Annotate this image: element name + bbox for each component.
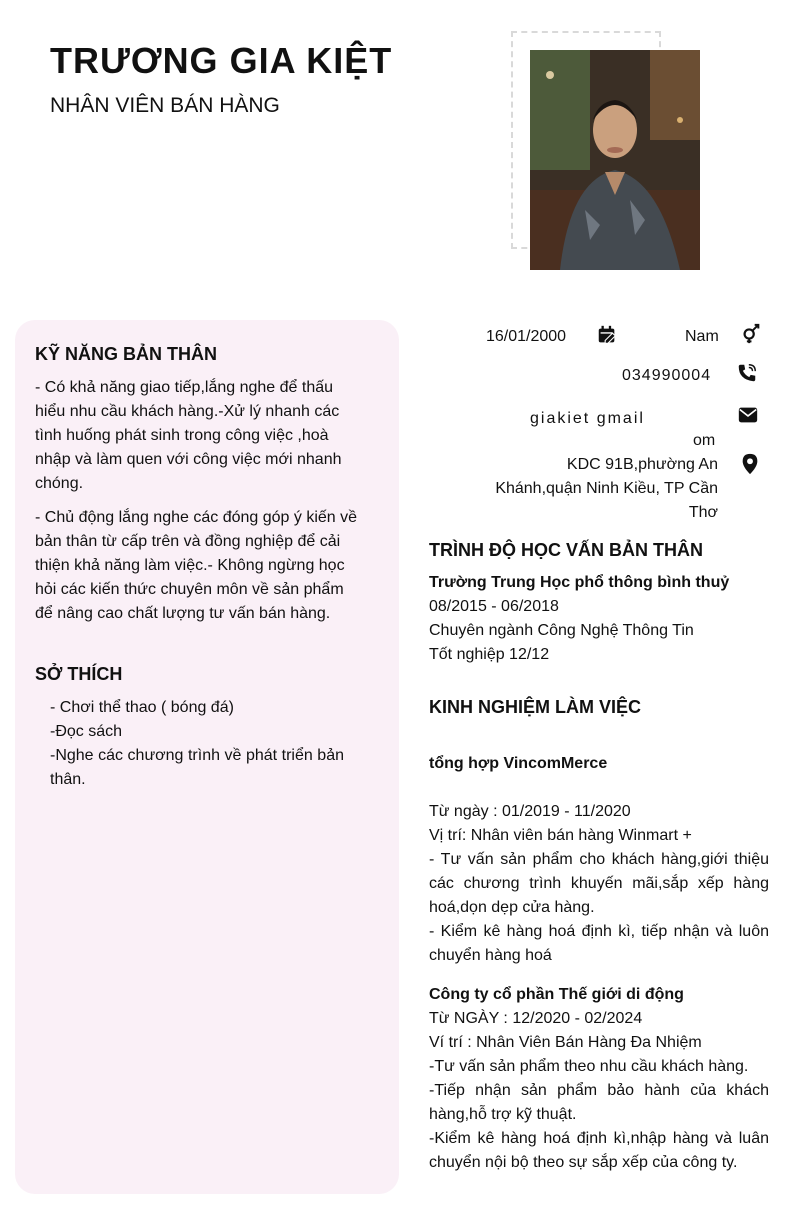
- phone-number: 034990004: [622, 367, 712, 384]
- map-pin-icon: [739, 453, 761, 475]
- address: KDC 91B,phường An Khánh,quận Ninh Kiều, TP Cần Thơ: [495, 456, 718, 521]
- education-major: Chuyên ngành Công Nghệ Thông Tin: [429, 622, 694, 639]
- list-item: -Đọc sách: [50, 723, 123, 740]
- skills-paragraph-2: - Chủ động lắng nghe các đóng góp ý kiến về bản thân từ cấp trên và đồng nghiệp để cải thiện khả năng làm việc.- Không ngừng học hỏi các kiến thức chuyên môn về sản phẩm để nâng cao chất lượng tư vấn bán hàng.: [35, 509, 358, 622]
- hobbies-list: [50, 696, 344, 792]
- phone-icon: [736, 362, 758, 384]
- job-entry: [429, 983, 769, 1175]
- job-position: Vị trí: Nhân viên bán hàng Winmart +: [429, 827, 692, 844]
- email-line-2: om: [693, 432, 716, 449]
- skills-paragraph-1: - Có khả năng giao tiếp,lắng nghe để thấu hiểu nhu cầu khách hàng.-Xử lý nhanh các tình huống phát sinh trong công việc ,hoà nhập và làm quen với công việc mới nhanh chóng.: [35, 379, 342, 492]
- list-item: - Chơi thể thao ( bóng đá): [50, 699, 234, 716]
- birthdate: 16/01/2000: [486, 328, 567, 345]
- job-duty: - Tư vấn sản phẩm cho khách hàng,giới thiệu các chương trình khuyến mãi,sắp xếp hàng hoá,dọn dẹp cửa hàng.: [429, 851, 769, 916]
- skills-title: KỸ NĂNG BẢN THÂN: [35, 344, 217, 364]
- list-item: -Nghe các chương trình về phát triển bản thân.: [50, 747, 344, 788]
- education-block: [429, 571, 769, 667]
- company-name: Công ty cổ phần Thế giới di động: [429, 986, 684, 1003]
- job-duty: -Kiểm kê hàng hoá định kì,nhập hàng và luân chuyển nội bộ theo sự sắp xếp của công ty.: [429, 1130, 769, 1171]
- job-period: Từ ngày : 01/2019 - 11/2020: [429, 803, 631, 820]
- education-title: TRÌNH ĐỘ HỌC VẤN BẢN THÂN: [429, 540, 703, 560]
- candidate-name: TRƯƠNG GIA KIỆT: [50, 40, 393, 81]
- job-entry: [429, 752, 769, 968]
- job-position: Ví trí : Nhân Viên Bán Hàng Đa Nhiệm: [429, 1034, 702, 1051]
- job-title: NHÂN VIÊN BÁN HÀNG: [50, 94, 280, 117]
- envelope-icon: [737, 404, 759, 426]
- gender-icon: [740, 323, 762, 345]
- gender: Nam: [685, 328, 719, 345]
- company-name: tổng hợp VincomMerce: [429, 755, 608, 772]
- calendar-edit-icon: [596, 324, 618, 346]
- experience-title: KINH NGHIỆM LÀM VIỆC: [429, 697, 642, 717]
- job-duty: - Kiểm kê hàng hoá định kì, tiếp nhận và luôn chuyển hàng hoá: [429, 923, 769, 964]
- profile-photo: [530, 50, 700, 270]
- hobbies-title: SỞ THÍCH: [35, 664, 123, 684]
- job-duty: -Tư vấn sản phẩm theo nhu cầu khách hàng.: [429, 1058, 749, 1075]
- job-duty: -Tiếp nhận sản phẩm bảo hành của khách hàng,hỗ trợ kỹ thuật.: [429, 1082, 769, 1123]
- education-period: 08/2015 - 06/2018: [429, 598, 559, 615]
- education-graduation: Tốt nghiệp 12/12: [429, 646, 550, 663]
- job-period: Từ NGÀY : 12/2020 - 02/2024: [429, 1010, 643, 1027]
- email-line-1: giakiet gmail: [530, 410, 645, 427]
- school-name: Trường Trung Học phổ thông bình thuỷ: [429, 574, 730, 591]
